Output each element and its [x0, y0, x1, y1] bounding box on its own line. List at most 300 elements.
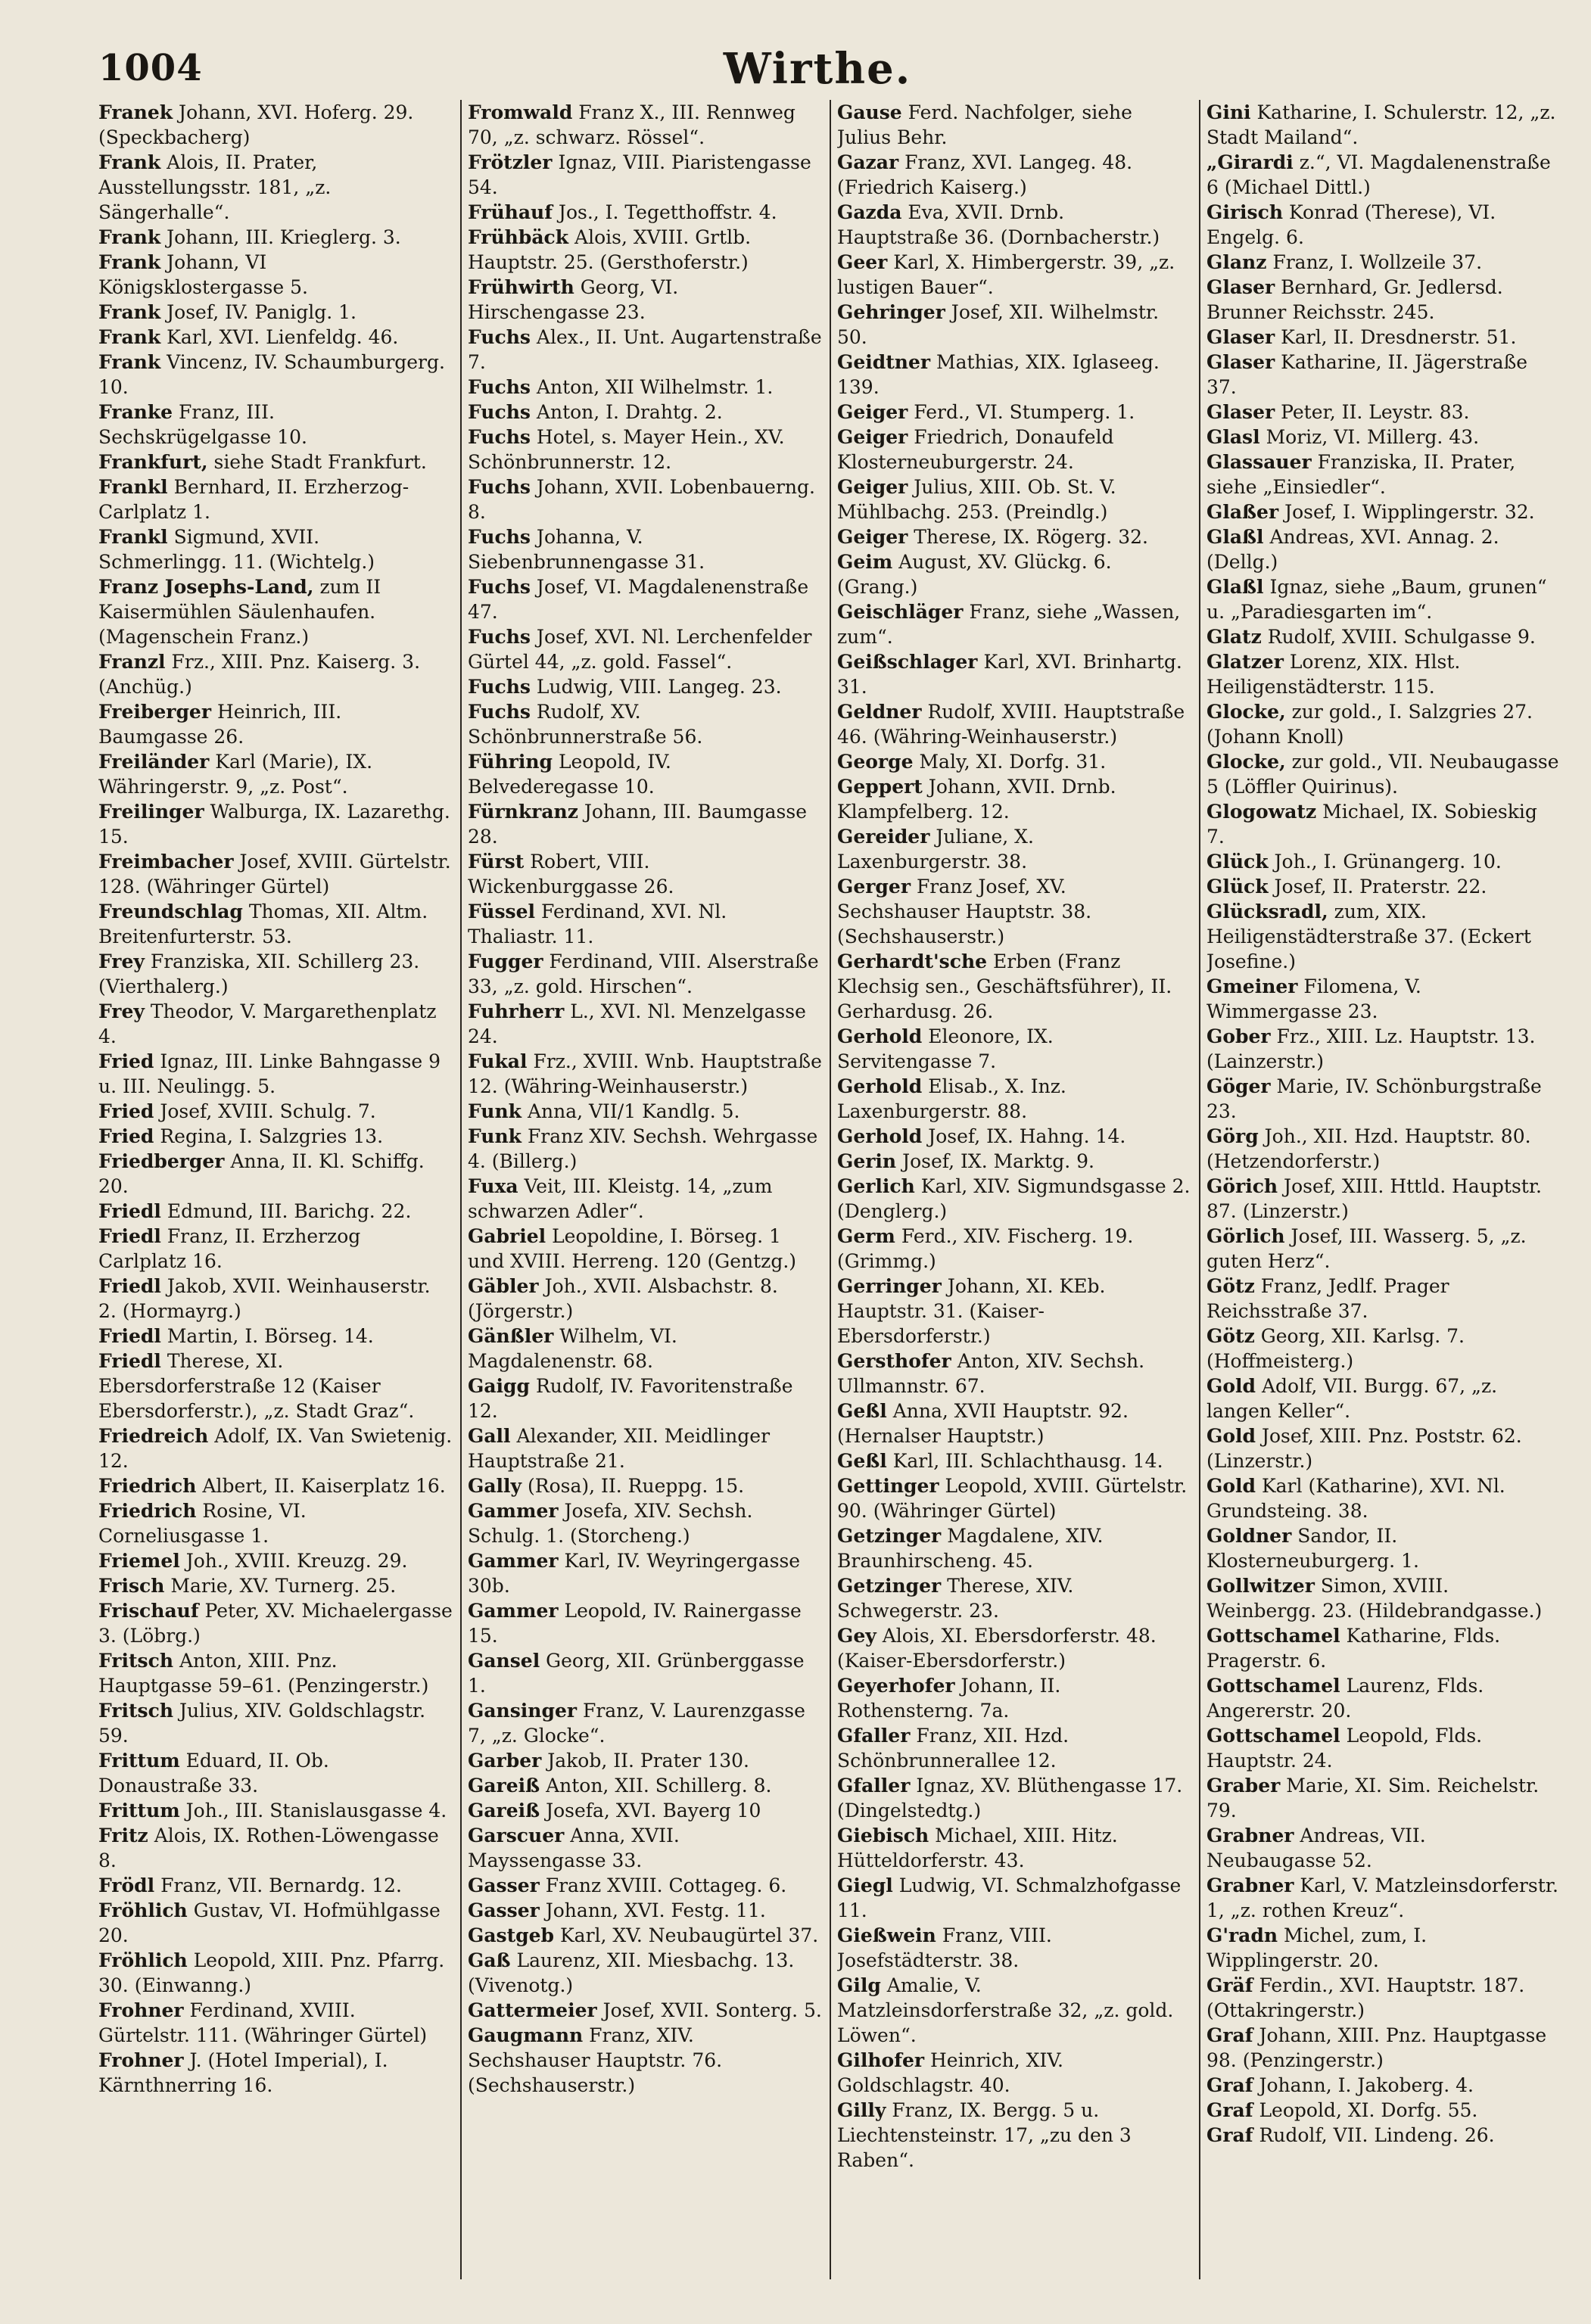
entry-details: Franz Josef, XV. Sechshauser Hauptstr. 38. (Sechshauserstr.) — [837, 876, 1092, 947]
directory-entry — [98, 1423, 453, 1473]
entry-name: Freiberger — [98, 701, 211, 723]
entry-details: Ferdin., XVI. Hauptstr. 187. (Ottakringerstr.) — [1206, 1974, 1525, 2021]
directory-entry — [98, 1199, 453, 1224]
entry-name: Fuchs — [468, 526, 531, 548]
entry-name: Gersthofer — [837, 1350, 951, 1372]
entry-name: Geißschlager — [837, 651, 978, 673]
entry-details: Josefa, XVI. Bayerg 10 — [546, 1800, 761, 1822]
entry-name: Gansinger — [468, 1700, 578, 1722]
entry-details: Anna, II. Kl. Schiffg. 20. — [98, 1150, 425, 1197]
entry-name: Glaser — [1206, 401, 1275, 423]
entry-details: Karl, IV. Weyringergasse 30b. — [468, 1550, 801, 1597]
directory-entry — [468, 799, 822, 849]
entry-name: Gerger — [837, 876, 911, 898]
directory-entry — [98, 524, 453, 574]
entry-name: Gaß — [468, 1949, 511, 1971]
directory-entry — [468, 1898, 822, 1923]
entry-details: Veit, III. Kleistg. 14, „zum schwarzen Adler“. — [468, 1175, 773, 1222]
entry-name: Geiger — [837, 476, 908, 498]
entry-details: Josef, XIII. Httld. Hauptstr. 87. (Linzerstr.) — [1206, 1175, 1542, 1222]
entry-details: Amalie, V. Matzleinsdorferstraße 32, „z. gold. Löwen“. — [837, 1974, 1174, 2046]
directory-entry — [98, 1873, 453, 1898]
entry-details: Ferd., VI. Stumperg. 1. — [914, 401, 1135, 423]
directory-entry — [468, 400, 822, 425]
entry-details: Josef, XIII. Pnz. Poststr. 62. (Linzerstr.) — [1206, 1425, 1522, 1472]
entry-name: Getzinger — [837, 1525, 942, 1547]
entry-details: Joh., XVIII. Kreuzg. 29. — [185, 1550, 408, 1572]
directory-entry — [98, 699, 453, 749]
entry-name: „Girardi — [1206, 151, 1294, 173]
directory-entry — [1206, 1873, 1561, 1923]
entry-details: Georg, VI. Hirschengasse 23. — [468, 276, 679, 323]
entry-details: Karl (Katharine), XVI. Nl. Grundsteing. 38. — [1206, 1475, 1505, 1522]
entry-name: Freiländer — [98, 751, 210, 773]
entry-name: Friedl — [98, 1350, 161, 1372]
directory-entry — [468, 100, 822, 150]
entry-name: Gfaller — [837, 1775, 911, 1797]
entry-details: Theodor, V. Margarethenplatz 4. — [98, 1000, 437, 1047]
entry-name: Glaßl — [1206, 526, 1264, 548]
entry-details: Peter, XV. Michaelergasse 3. (Löbrg.) — [98, 1600, 453, 1647]
entry-name: Giegl — [837, 1874, 893, 1896]
directory-entry — [468, 1498, 822, 1548]
entry-details: Leopold, XIII. Pnz. Pfarrg. 30. (Einwanng.) — [98, 1949, 445, 1996]
directory-entry — [468, 1598, 822, 1648]
entry-details: Albert, II. Kaiserplatz 16. — [202, 1475, 446, 1497]
directory-entry — [1206, 425, 1561, 450]
entry-details: Georg, XII. Karlsg. 7. (Hoffmeisterg.) — [1206, 1325, 1465, 1372]
entry-details: Franz, siehe „Wassen, zum“. — [837, 601, 1181, 648]
entry-details: Joh., XVII. Alsbachstr. 8. (Jörgerstr.) — [468, 1275, 778, 1322]
directory-entry — [98, 1498, 453, 1548]
entry-details: Johann, XVII. Drnb. Klampfelberg. 12. — [837, 776, 1116, 823]
entry-details: Michael, IX. Sobieskig 7. — [1206, 801, 1537, 848]
entry-name: Gasser — [468, 1874, 540, 1896]
entry-details: Leopold, IV. Rainergasse 15. — [468, 1600, 802, 1647]
column-2 — [468, 100, 822, 2287]
directory-entry — [468, 749, 822, 799]
entry-name: Gattermeier — [468, 1999, 597, 2021]
entry-name: Gmeiner — [1206, 975, 1298, 997]
directory-entry — [1206, 2123, 1561, 2148]
entry-details: Adolf, VII. Burgg. 67, „z. langen Keller“. — [1206, 1375, 1498, 1422]
directory-entry — [1206, 899, 1561, 974]
directory-entry — [468, 849, 822, 899]
directory-entry — [1206, 200, 1561, 250]
entry-details: Franz, I. Wollzeile 37. — [1272, 251, 1483, 273]
directory-entry — [837, 1274, 1191, 1349]
directory-entry — [98, 1124, 453, 1149]
entry-name: Frühwirth — [468, 276, 574, 298]
entry-details: zum, XIX. Heiligenstädterstraße 37. (Eckert Josefine.) — [1206, 901, 1531, 972]
directory-entry — [837, 599, 1191, 649]
entry-details: Heinrich, III. Baumgasse 26. — [98, 701, 342, 748]
directory-entry — [468, 1648, 822, 1698]
entry-details: Rudolf, IV. Favoritenstraße 12. — [468, 1375, 793, 1422]
entry-name: Gansel — [468, 1650, 540, 1672]
entry-name: Franke — [98, 401, 173, 423]
directory-entry — [468, 474, 822, 524]
directory-entry — [1206, 874, 1561, 899]
entry-name: Friedrich — [98, 1475, 197, 1497]
directory-entry — [1206, 1723, 1561, 1773]
directory-entry — [1206, 1473, 1561, 1523]
directory-entry — [837, 1773, 1191, 1823]
directory-entry — [468, 1998, 822, 2023]
directory-entry — [98, 1998, 453, 2048]
entry-details: Anna, VII/1 Kandlg. 5. — [527, 1100, 740, 1122]
entry-name: Getzinger — [837, 1575, 942, 1597]
entry-name: Gottschamel — [1206, 1625, 1340, 1647]
directory-entry — [1206, 1673, 1561, 1723]
directory-entry — [1206, 1224, 1561, 1274]
entry-name: Gerhold — [837, 1025, 923, 1047]
entry-name: Gettinger — [837, 1475, 939, 1497]
entry-details: Ferdinand, XVI. Nl. Thaliastr. 11. — [468, 901, 727, 947]
entry-name: Frötzler — [468, 151, 553, 173]
directory-entry — [468, 1324, 822, 1374]
entry-name: Glück — [1206, 851, 1269, 873]
entry-details: Frz., XIII. Pnz. Kaiserg. 3. (Anchüg.) — [98, 651, 421, 698]
directory-entry — [1206, 799, 1561, 849]
directory-entry — [837, 350, 1191, 400]
directory-entry — [98, 250, 453, 300]
directory-entry — [468, 275, 822, 325]
entry-details: Josef, XVI. Nl. Lerchenfelder Gürtel 44, „z. gold. Fassel“. — [468, 626, 812, 673]
entry-details: Franz XIV. Sechsh. Wehrgasse 4. (Billerg.) — [468, 1125, 818, 1172]
entry-name: Frank — [98, 351, 161, 373]
entry-name: George — [837, 751, 914, 773]
entry-name: Göger — [1206, 1075, 1271, 1097]
directory-entry — [98, 1573, 453, 1598]
directory-entry — [468, 699, 822, 749]
entry-details: Lorenz, XIX. Hlst. Heiligenstädterstr. 115. — [1206, 651, 1461, 698]
entry-name: Freilinger — [98, 801, 204, 823]
entry-name: Gerin — [837, 1150, 897, 1172]
entry-name: Gollwitzer — [1206, 1575, 1315, 1597]
entry-details: Anton, XIII. Pnz. Hauptgasse 59–61. (Penzingerstr.) — [98, 1650, 429, 1697]
entry-name: Fuchs — [468, 326, 531, 348]
directory-entry — [98, 1274, 453, 1324]
entry-name: Gilg — [837, 1974, 881, 1996]
entry-name: Gey — [837, 1625, 876, 1647]
page-title: Wirthe. — [723, 44, 912, 94]
entry-details: Ludwig, VI. Schmalzhofgasse 11. — [837, 1874, 1182, 1921]
entry-name: Frey — [98, 950, 145, 972]
entry-name: Fukal — [468, 1050, 528, 1072]
entry-name: Geldner — [837, 701, 922, 723]
entry-name: Fürnkranz — [468, 801, 578, 823]
directory-entry — [468, 1698, 822, 1748]
entry-details: Katharine, Flds. Pragerstr. 6. — [1206, 1625, 1501, 1672]
entry-name: Franz Josephs-Land, — [98, 576, 314, 598]
entry-details: Konrad (Therese), VI. Engelg. 6. — [1206, 201, 1496, 248]
entry-name: Gerlich — [837, 1175, 915, 1197]
entry-name: Garscuer — [468, 1825, 565, 1846]
entry-details: Erben (Franz Klechsig sen., Geschäftsführer), II. Gerhardusg. 26. — [837, 950, 1172, 1022]
entry-name: Glanz — [1206, 251, 1267, 273]
entry-details: z.“, VI. Magdalenenstraße 6 (Michael Dittl.) — [1206, 151, 1551, 198]
directory-entry — [837, 1024, 1191, 1074]
entry-details: Therese, IX. Rögerg. 32. — [914, 526, 1148, 548]
column-1 — [98, 100, 453, 2287]
directory-entry — [837, 874, 1191, 949]
entry-details: Karl, XIV. Sigmundsgasse 2. (Denglerg.) — [837, 1175, 1191, 1222]
directory-entry — [468, 1374, 822, 1423]
entry-name: Frankl — [98, 476, 168, 498]
entry-name: Gause — [837, 101, 902, 123]
directory-entry — [837, 1398, 1191, 1448]
directory-entry — [468, 674, 822, 699]
entry-details: Johanna, V. Siebenbrunnengasse 31. — [468, 526, 705, 573]
entry-details: Joh., I. Grünangerg. 10. — [1274, 851, 1502, 873]
entry-details: Julius, XIV. Goldschlagstr. 59. — [98, 1700, 426, 1747]
entry-details: Josef, IX. Marktg. 9. — [902, 1150, 1094, 1172]
entry-details: August, XV. Glückg. 6. (Grang.) — [837, 551, 1112, 598]
entry-details: Ferd. Nachfolger, siehe Julius Behr. — [837, 101, 1132, 148]
directory-entry — [837, 1623, 1191, 1673]
directory-entry — [1206, 649, 1561, 699]
directory-entry — [98, 100, 453, 150]
entry-name: Garber — [468, 1750, 542, 1772]
entry-details: Ferd., XIV. Fischerg. 19. (Grimmg.) — [837, 1225, 1134, 1272]
entry-details: Thomas, XII. Altm. Breitenfurterstr. 53. — [98, 901, 428, 947]
entry-name: G'radn — [1206, 1924, 1278, 1946]
entry-name: Gastgeb — [468, 1924, 555, 1946]
entry-details: Anna, XVII Hauptstr. 92. (Hernalser Hauptstr.) — [837, 1400, 1129, 1447]
entry-name: Glück — [1206, 876, 1269, 898]
directory-entry — [468, 1823, 822, 1873]
directory-entry — [98, 649, 453, 699]
directory-entry — [98, 1798, 453, 1823]
entry-name: Gottschamel — [1206, 1725, 1340, 1747]
column-3 — [837, 100, 1191, 2287]
directory-entry — [1206, 150, 1561, 200]
entry-name: Frohner — [98, 2049, 184, 2071]
entry-name: Frank — [98, 326, 161, 348]
entry-name: Glogowatz — [1206, 801, 1317, 823]
directory-entry — [1206, 1973, 1561, 2023]
directory-entry — [468, 1049, 822, 1099]
entry-name: Franek — [98, 101, 173, 123]
directory-entry — [837, 1573, 1191, 1623]
entry-name: Friedl — [98, 1200, 161, 1222]
entry-details: Franz, Jedlf. Prager Reichsstraße 37. — [1206, 1275, 1449, 1322]
directory-entry — [468, 1548, 822, 1598]
directory-entry — [468, 1224, 822, 1274]
entry-name: Glassauer — [1206, 451, 1312, 473]
directory-entry — [837, 1174, 1191, 1224]
directory-entry — [468, 150, 822, 200]
entry-name: Goldner — [1206, 1525, 1292, 1547]
entry-name: Fuchs — [468, 476, 531, 498]
entry-name: Geim — [837, 551, 893, 573]
entry-details: Rudolf, VII. Lindeng. 26. — [1259, 2124, 1495, 2146]
entry-details: Franz, IX. Bergg. 5 u. Liechtensteinstr. 17, „zu den 3 Raben“. — [837, 2099, 1132, 2171]
directory-entry — [468, 624, 822, 674]
entry-details: Katharine, I. Schulerstr. 12, „z. Stadt Mailand“. — [1206, 101, 1556, 148]
entry-details: Josef, XVII. Sonterg. 5. — [602, 1999, 822, 2021]
directory-entry — [1206, 1623, 1561, 1673]
entry-details: Franziska, XII. Schillerg 23. (Vierthalerg.) — [98, 950, 420, 997]
directory-entry — [468, 1873, 822, 1898]
entry-name: Frank — [98, 301, 161, 323]
directory-entry — [98, 474, 453, 524]
directory-entry — [837, 2048, 1191, 2098]
entry-name: Geidtner — [837, 351, 931, 373]
entry-name: Frey — [98, 1000, 145, 1022]
directory-entry — [837, 150, 1191, 200]
directory-entry — [98, 1948, 453, 1998]
entry-details: Karl, V. Matzleinsdorferstr. 1, „z. rothen Kreuz“. — [1206, 1874, 1558, 1921]
entry-details: Josef, II. Praterstr. 22. — [1274, 876, 1487, 898]
directory-columns — [98, 100, 1559, 2294]
entry-name: Gräf — [1206, 1974, 1253, 1996]
entry-name: Fröhlich — [98, 1899, 188, 1921]
entry-details: Michel, zum, I. Wipplingerstr. 20. — [1206, 1924, 1428, 1971]
entry-name: Gareiß — [468, 1775, 540, 1797]
entry-details: Simon, XVIII. Weinbergg. 23. (Hildebrandgasse.) — [1206, 1575, 1543, 1622]
entry-name: Fritsch — [98, 1650, 173, 1672]
entry-name: Friedreich — [98, 1425, 209, 1447]
entry-name: Gilly — [837, 2099, 886, 2121]
entry-details: Leopold, Flds. Hauptstr. 24. — [1206, 1725, 1483, 1772]
entry-details: Andreas, VII. Neubaugasse 52. — [1206, 1825, 1426, 1871]
entry-name: Geischläger — [837, 601, 964, 623]
directory-entry — [98, 749, 453, 799]
entry-name: Gaigg — [468, 1375, 531, 1397]
entry-details: Franz, XVI. Langeg. 48. (Friedrich Kaiserg.) — [837, 151, 1133, 198]
entry-name: Görich — [1206, 1175, 1278, 1197]
entry-name: Graf — [1206, 2124, 1253, 2146]
entry-name: Geiger — [837, 426, 908, 448]
entry-details: Karl, III. Schlachthausg. 14. — [892, 1450, 1163, 1472]
directory-entry — [1206, 1823, 1561, 1873]
entry-details: Katharine, II. Jägerstraße 37. — [1206, 351, 1528, 398]
entry-name: Gazar — [837, 151, 899, 173]
directory-entry — [1206, 699, 1561, 749]
directory-entry — [1206, 450, 1561, 499]
directory-entry — [468, 425, 822, 474]
entry-details: Josef, VI. Magdalenenstraße 47. — [468, 576, 809, 623]
entry-details: Anton, I. Drahtg. 2. — [536, 401, 723, 423]
directory-entry — [837, 300, 1191, 350]
directory-entry — [1206, 2023, 1561, 2073]
directory-entry — [468, 524, 822, 574]
directory-entry — [98, 1698, 453, 1748]
entry-name: Fürst — [468, 851, 525, 873]
directory-entry — [1206, 350, 1561, 400]
entry-name: Gammer — [468, 1550, 559, 1572]
entry-name: Gäbler — [468, 1275, 539, 1297]
entry-name: Götz — [1206, 1325, 1255, 1347]
entry-details: Bernhard, II. Erzherzog-Carlplatz 1. — [98, 476, 409, 523]
entry-name: Fromwald — [468, 101, 573, 123]
directory-entry — [837, 200, 1191, 250]
directory-entry — [98, 574, 453, 649]
entry-name: Geßl — [837, 1400, 887, 1422]
directory-entry — [468, 1174, 822, 1224]
entry-name: Gammer — [468, 1600, 559, 1622]
entry-name: Fried — [98, 1125, 154, 1147]
directory-entry — [468, 899, 822, 949]
entry-name: Glatz — [1206, 626, 1262, 648]
entry-name: Glatzer — [1206, 651, 1284, 673]
entry-name: Funk — [468, 1100, 522, 1122]
entry-name: Frödl — [98, 1874, 155, 1896]
directory-entry — [468, 1773, 822, 1798]
entry-details: Elisab., X. Inz. Laxenburgerstr. 88. — [837, 1075, 1066, 1122]
directory-entry — [98, 949, 453, 999]
directory-entry — [837, 1349, 1191, 1398]
entry-name: Friedl — [98, 1275, 161, 1297]
entry-name: Friedl — [98, 1325, 161, 1347]
directory-entry — [468, 1274, 822, 1324]
entry-details: Karl (Marie), IX. Währingerstr. 9, „z. Post“. — [98, 751, 373, 798]
entry-details: Josef, XVIII. Schulg. 7. — [160, 1100, 376, 1122]
directory-entry — [837, 2098, 1191, 2173]
entry-name: Fuchs — [468, 576, 531, 598]
directory-entry — [98, 1598, 453, 1648]
directory-entry — [837, 774, 1191, 824]
entry-details: Edmund, III. Barichg. 22. — [167, 1200, 412, 1222]
entry-name: Glaßer — [1206, 501, 1279, 523]
directory-entry — [1206, 275, 1561, 325]
entry-details: Anna, XVII. Mayssengasse 33. — [468, 1825, 680, 1871]
directory-entry — [98, 2048, 453, 2098]
entry-details: Alois, XVIII. Grtlb. Hauptstr. 25. (Gersthoferstr.) — [468, 226, 752, 273]
entry-details: Georg, XII. Grünberggasse 1. — [468, 1650, 805, 1697]
directory-entry — [468, 375, 822, 400]
entry-details: Alois, XI. Ebersdorferstr. 48. (Kaiser-Ebersdorferstr.) — [837, 1625, 1157, 1672]
entry-details: Laurenz, Flds. Angererstr. 20. — [1206, 1675, 1484, 1722]
entry-details: Frz., XIII. Lz. Hauptstr. 13. (Lainzerstr.) — [1206, 1025, 1536, 1072]
entry-details: Leopold, IV. Belvederegasse 10. — [468, 751, 671, 798]
entry-details: Karl, XVI. Lienfeldg. 46. — [167, 326, 399, 348]
entry-details: Eduard, II. Ob. Donaustraße 33. — [98, 1750, 329, 1797]
directory-entry — [98, 1349, 453, 1423]
entry-details: Josef, III. Wasserg. 5, „z. guten Herz“. — [1206, 1225, 1527, 1272]
directory-entry — [1206, 849, 1561, 874]
entry-name: Giebisch — [837, 1825, 929, 1846]
entry-details: Therese, XI. Ebersdorferstraße 12 (Kaiser Ebersdorferstr.), „z. Stadt Graz“. — [98, 1350, 415, 1422]
entry-name: Frisch — [98, 1575, 165, 1597]
entry-name: Gareiß — [468, 1800, 540, 1822]
entry-details: Ludwig, VIII. Langeg. 23. — [536, 676, 782, 698]
directory-entry — [468, 225, 822, 275]
directory-entry — [1206, 325, 1561, 350]
entry-name: Führing — [468, 751, 553, 773]
entry-name: Funk — [468, 1125, 522, 1147]
entry-name: Fuchs — [468, 426, 531, 448]
directory-entry — [837, 1823, 1191, 1873]
entry-details: Franziska, II. Prater, siehe „Einsiedler“. — [1206, 451, 1516, 498]
directory-entry — [837, 524, 1191, 549]
entry-details: Ferdinand, XVIII. Gürtelstr. 111. (Währinger Gürtel) — [98, 1999, 428, 2046]
directory-entry — [1206, 524, 1561, 574]
entry-details: L., XVI. Nl. Menzelgasse 24. — [468, 1000, 806, 1047]
entry-details: siehe Stadt Frankfurt. — [213, 451, 427, 473]
entry-details: Leopold, XVIII. Gürtelstr. 90. (Währinger Gürtel) — [837, 1475, 1188, 1522]
directory-entry — [1206, 250, 1561, 275]
directory-entry — [1206, 499, 1561, 524]
entry-name: Fuchs — [468, 626, 531, 648]
directory-entry — [98, 1548, 453, 1573]
entry-details: Josef, XII. Wilhelmstr. 50. — [837, 301, 1160, 348]
entry-name: Frank — [98, 151, 161, 173]
entry-details: Therese, XIV. Schwegerstr. 23. — [837, 1575, 1074, 1622]
entry-details: Regina, I. Salzgries 13. — [160, 1125, 384, 1147]
